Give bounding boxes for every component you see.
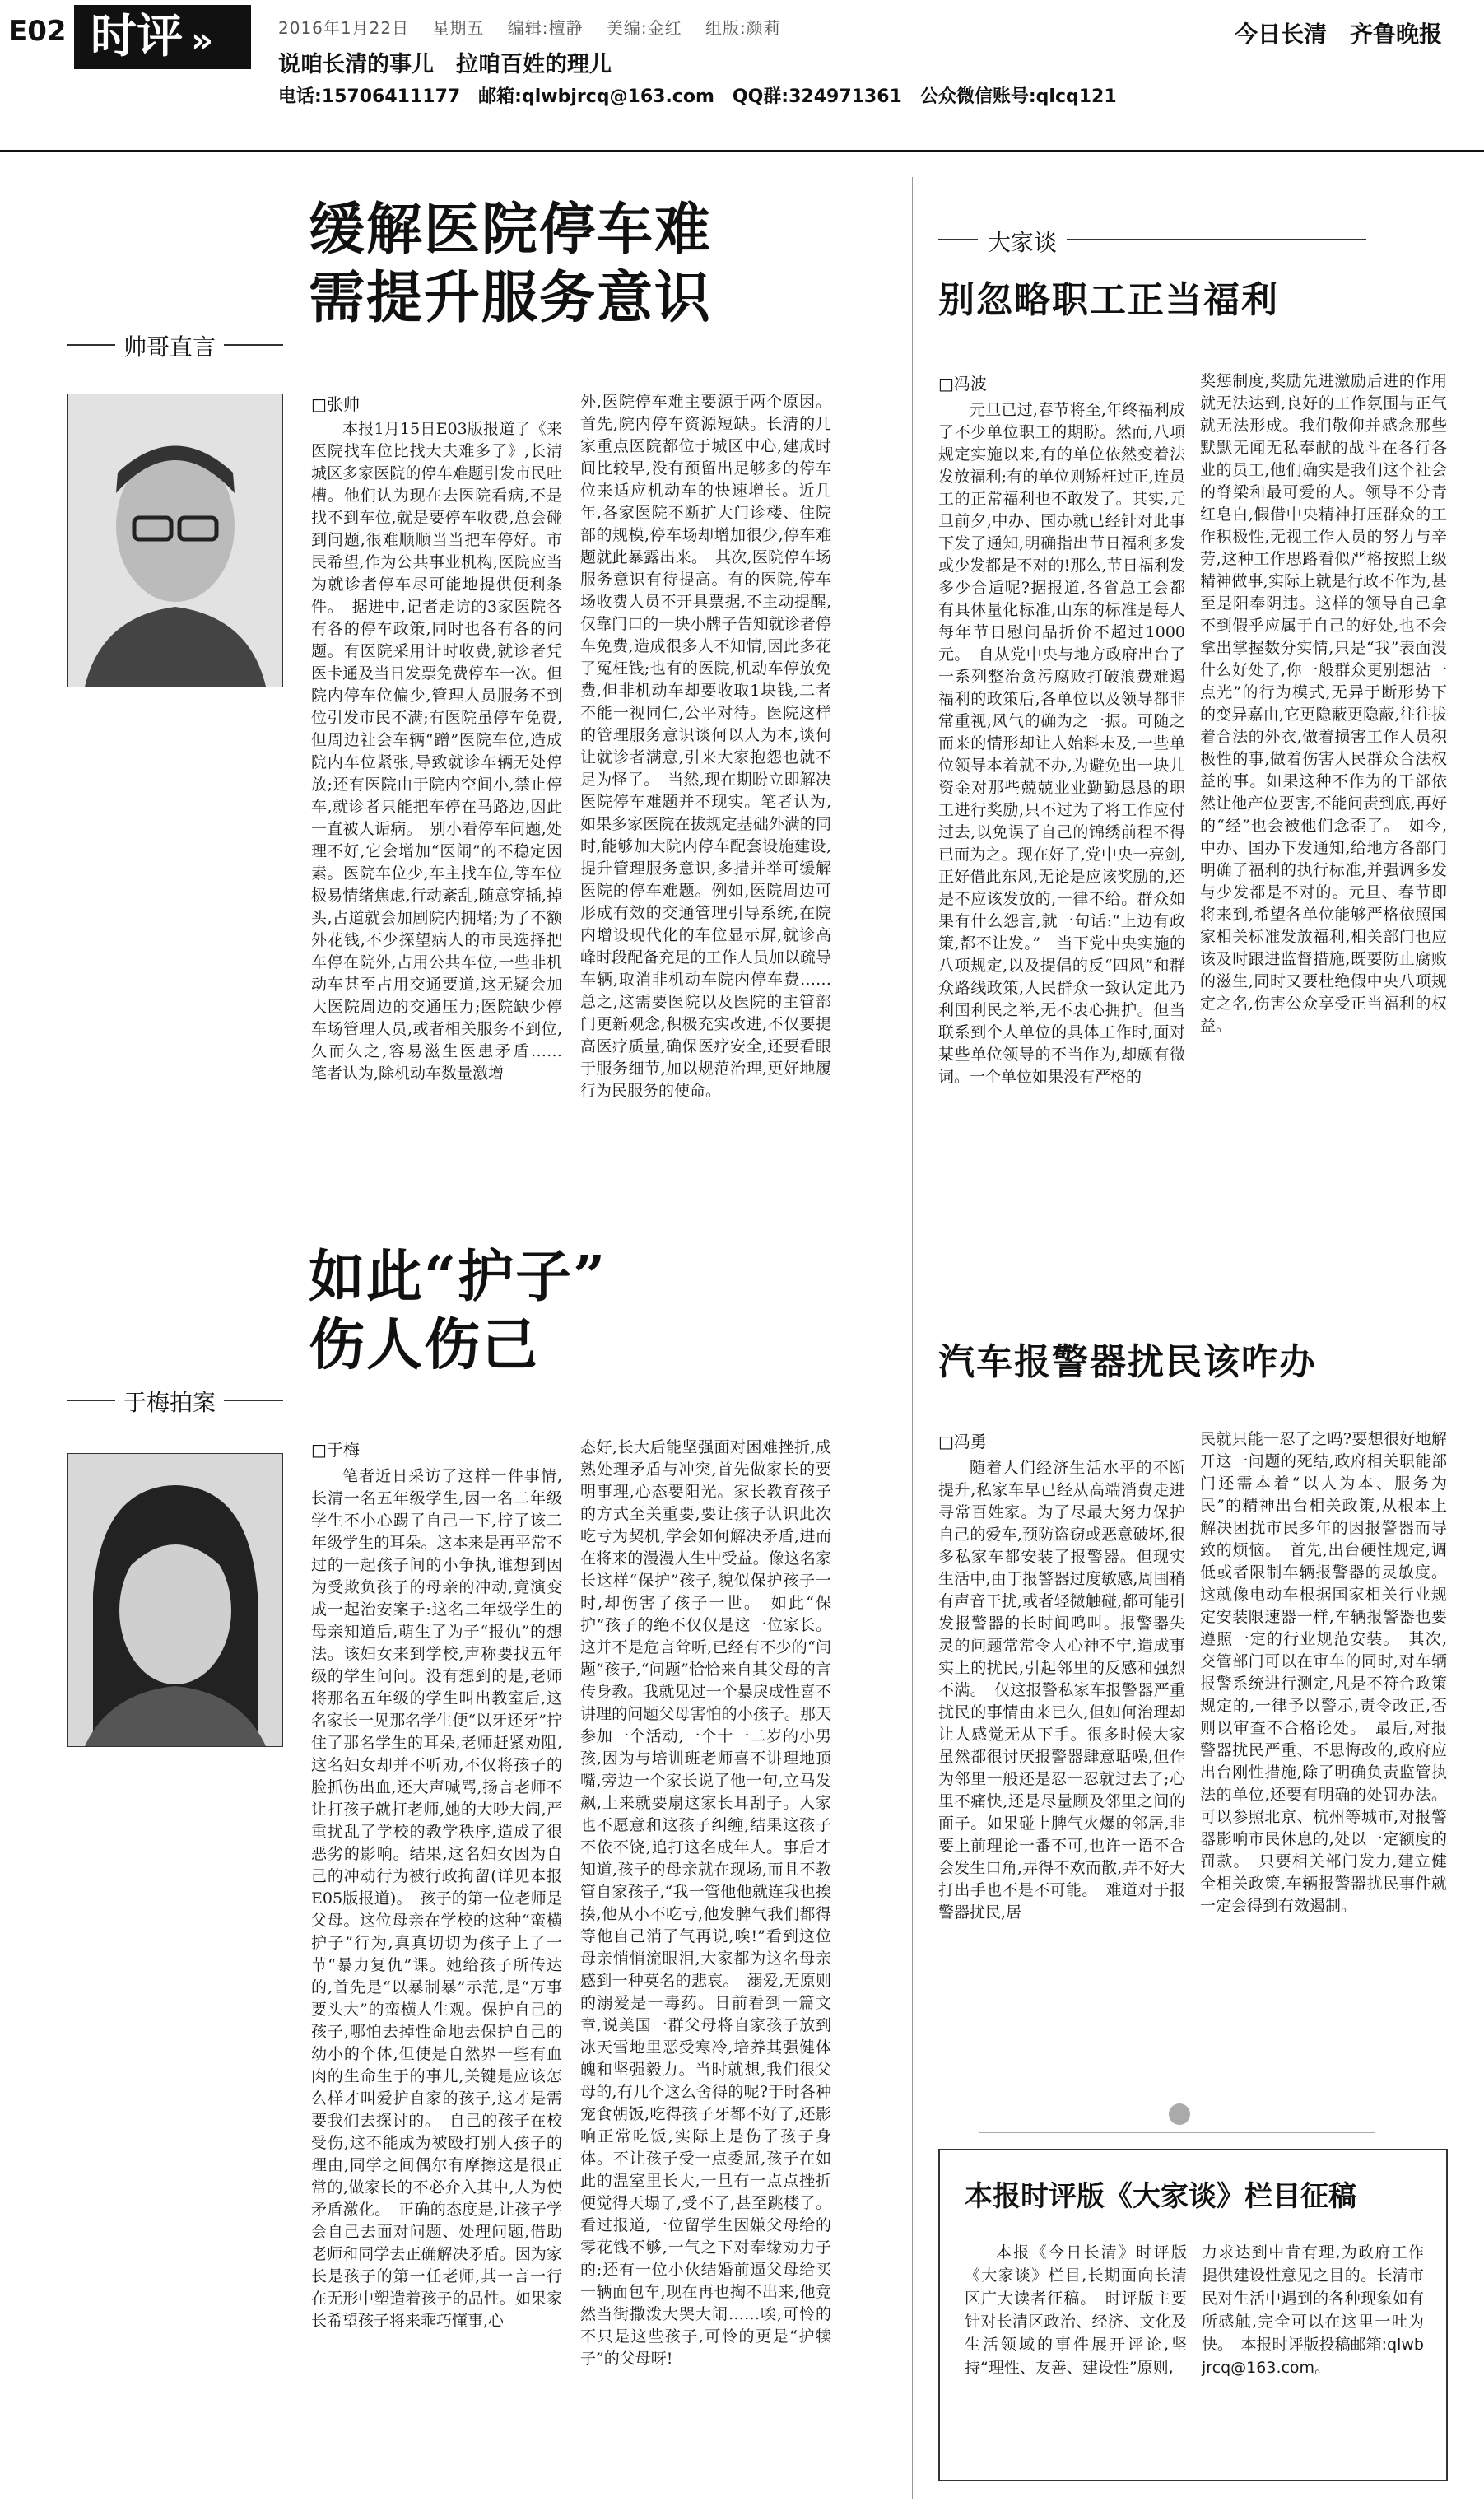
section-slogan: 说咱长清的事儿 拉咱百姓的理儿: [278, 52, 612, 77]
article4-byline: □冯勇: [938, 1432, 987, 1451]
article3-column-1: [311, 1465, 562, 2490]
section-label: [74, 5, 251, 69]
article2-text-2: 奖惩制度,奖励先进激励后进的作用就无法达到,良好的工作氛围与正气就无法形成。我们敬仰并感念那些默默无闻无私奉献的战斗在各行各业的员工,他们确实是我们这个社会的脊梁和最可爱的人。领导不分青红皂白,假借中央精神打压群众的工作积极性,无视工作人员的努力与辛劳,这种工作思路看似严格按照上级精神做事,实际上就是行政不作为,甚至是阳奉阴违。这样的领导自己拿不到假乎应属于自己的好处,也不会拿出掌握数分实情,只是“我”表面没什么好处了,你一般群众更别想沾一点光”的行为模式,无异于断形势下的变异嘉由,它更隐蔽更隐蔽,往往拔着合法的外衣,做着损害工作人员积极性的事,做着伤害人民群众合法权益的事。如果这种不作为的干部依然让他产位要害,不能问责到底,再好的“经”也会被他们念歪了。 如今,中办、国办下发通知,给地方各部门明确了福利的执行标准,并强调多发与少发都是不对的。元旦、春节即将来到,希望各单位能够严格依照国家相关标准发放福利,相关部门也应该及时跟进监督措施,既要防止腐败的滋生,同时又要杜绝假中央八项规定之名,伤害公众享受正当福利的权益。: [1200, 372, 1447, 1035]
article2-column-2: [1200, 370, 1447, 1272]
notice-text-1: 本报《今日长清》时评版《大家谈》栏目,长期面向长清区广大读者征稿。 时评版主要针对长清区政治、经济、文化及生活领域的事件展开评论,坚持“理性、友善、建设性”原则,: [965, 2243, 1187, 2377]
article3-text-1: 笔者近日采访了这样一件事情,长清一名五年级学生,因一名二年级学生不小心踢了自己一下,拧了该二年级学生的耳朵。这本来是再平常不过的一起孩子间的小争执,谁想到因为受欺负孩子的母亲的冲动,竟演变成一起治安案子:这名二年级学生的母亲知道后,萌生了为子“报仇”的想法。该妇女来到学校,声称要找五年级的学生问问。没有想到的是,老师将那名五年级的学生叫出教室后,这名家长一见那名学生便“以牙还牙”拧住了那名学生的耳朵,老师赶紧劝阻,这名妇女却并不听劝,不仅将孩子的脸抓伤出血,还大声喊骂,扬言老师不让打孩子就打老师,她的大吵大闹,严重扰乱了学校的教学秩序,造成了很恶劣的影响。结果,这名妇女因为自己的冲动行为被行政拘留(详见本报E05版报道)。 孩子的第一位老师是父母。这位母亲在学校的这种“蛮横护子”行为,真真切切为孩子上了一节“暴力复仇”课。她给孩子所传达的,首先是“以暴制暴”示范,是“万事要头大”的蛮横人生观。保护自己的孩子,哪怕去掉性命地去保护自己的幼小的个体,但使是自然界一些有血肉的生命生于的事儿,关键是应该怎么样才叫爱护自家的孩子,这才是需要我们去探讨的。 自己的孩子在校受伤,这不能成为被殴打别人孩子的理由,同学之间偶尔有摩擦这是很正常的,做家长的不必介入其中,人为使矛盾激化。 正确的态度是,让孩子学会自己去面对问题、处理问题,借助老师和同学去正确解决矛盾。因为家长是孩子的第一任老师,其一言一行在无形中塑造着孩子的品性。如果家长希望孩子将来乖巧懂事,心: [311, 1467, 562, 2330]
article4-column-2: [1200, 1428, 1447, 2091]
article1-text-1: 本报1月15日E03版报道了《来医院找车位比找大夫难多了》,长清城区多家医院的停车难题引发市民吐槽。他们认为现在去医院看病,不是找不到车位,就是要停车收费,总会碰到问题,很难顺顺当当把车停好。市民希望,作为公共事业机构,医院应当为就诊者停车尽可能地提供便利条件。 据进中,记者走访的3家医院各有各的停车政策,同时也各有各的问题。有医院采用计时收费,就诊者凭医卡通及当日发票免费停车一次。但院内停车位偏少,管理人员服务不到位引发市民不满;有医院虽停车免费,但周边社会车辆“蹭”医院车位,造成院内车位紧张,导致就诊车辆无处停放;还有医院由于院内空间小,禁止停车,就诊者只能把车停在马路边,因此一直被人诟病。 别小看停车问题,处理不好,它会增加“医闹”的不稳定因素。医院车位少,车主找车位,等车位极易情绪焦虑,行动紊乱,随意穿插,掉头,占道就会加剧院内拥堵;为了不额外花钱,不少探望病人的市民选择把车停在院外,占用公共车位,一些非机动车甚至占用交通要道,这无疑会加大医院周边的交通压力;医院缺少停车场管理人员,或者相关服务不到位,久而久之,容易滋生医患矛盾…… 笔者认为,除机动车数量激增: [311, 420, 579, 1083]
article1-author-photo: [67, 394, 283, 687]
designer: 美编:金红: [606, 18, 682, 38]
notice-pin-icon: [1169, 2103, 1190, 2125]
issue-meta: [278, 15, 781, 39]
contact-info: 电话:15706411177 邮箱:qlwbjrcq@163.com QQ群:324971361 公众微信账号:qlcq121: [278, 86, 1117, 107]
article3-author-photo: [67, 1453, 283, 1747]
article1-title: [309, 196, 712, 333]
notice-text-2: 力求达到中肯有理,为政府工作提供建设性意见之目的。长清市民对生活中遇到的各种现象如有所感触,完全可以在这里一吐为快。 本报时评版投稿邮箱:qlwbjrcq@163.com。: [1202, 2243, 1424, 2377]
article2-kicker: 大家谈: [978, 225, 1067, 258]
article2-text-1: 元旦已过,春节将至,年终福利成了不少单位职工的期盼。然而,八项规定实施以来,有的单位依然变着法发放福利;有的单位则矫枉过正,连员工的正常福利也不敢发了。其实,元旦前夕,中办、国办就已经针对此事下发了通知,明确指出节日福利多发或少发都是不对的!那么,节日福利发多少合适呢?据报道,各省总工会都有具体量化标准,山东的标准是每人每年节日慰问品折价不超过1000元。 自从党中央与地方政府出台了一系列整治贪污腐败打破浪费难遏福利的政策后,各单位以及领导都非常重视,风气的确为之一振。可随之而来的情形却让人始料未及,一些单位领导本着就不办,为避免出一块儿资金对那些兢兢业业勤勤恳恳的职工进行奖励,只不过为了将工作应付过去,以免误了自己的锦绣前程不得已而为之。现在好了,党中央一亮剑,正好借此东风,无论是应该奖励的,还是不应该发放的,一律不给。群众如果有什么怨言,就一句话:“上边有政策,都不让发。” 当下党中央实施的八项规定,以及提倡的反“四风”和群众路线政策,人民群众一致认定此乃利国利民之举,无不衷心拥护。但当联系到个人单位的具体工作时,面对某些单位领导的不当作为,却颇有微词。一个单位如果没有严格的: [938, 401, 1185, 1086]
article4-column-1: [938, 1457, 1185, 2091]
article3-title-line2: 伤人伤己: [309, 1311, 540, 1378]
article4-text-1: 随着人们经济生活水平的不断提升,私家车早已经从高端消费走进寻常百姓家。为了尽最大努力保护自己的爱车,预防盗窃或恶意破坏,很多私家车都安装了报警器。但现实生活中,由于报警器过度敏感,周围稍有声音干扰,或者轻微触碰,都可能引发报警器的长时间鸣叫。报警器失灵的问题常常令人心神不宁,造成事实上的扰民,引起邻里的反感和强烈不满。 仅这报警私家车报警器严重扰民的事情由来已久,但如何治理却让人感觉无从下手。很多时候大家虽然都很讨厌报警器肆意聒噪,但作为邻里一般还是忍一忍就过去了;心里不痛快,还是尽量顾及邻里之间的面子。如果碰上脾气火爆的邻居,非要上前理论一番不可,也许一语不合会发生口角,弄得不欢而散,弄不好大打出手也不是不可能。 难道对于报警器扰民,居: [938, 1459, 1185, 1922]
article1-byline: □张帅: [311, 394, 360, 414]
issue-date: 2016年1月22日: [278, 18, 410, 38]
article3-column-2: [580, 1437, 831, 2490]
page-number: E02: [8, 15, 67, 48]
article1-title-line2: 需提升服务意识: [309, 264, 713, 331]
chevron-right-icon: »: [191, 20, 214, 60]
header-rule: [0, 150, 1484, 152]
article1-column-2: [580, 391, 831, 1180]
newspaper-brand: 今日长清 齐鲁晚报: [1235, 21, 1443, 48]
article2-byline: □冯波: [938, 374, 987, 394]
notice-column-1: [965, 2241, 1187, 2463]
article4-title: 汽车报警器扰民该咋办: [938, 1341, 1317, 1383]
notice-column-2: [1202, 2241, 1424, 2463]
article1-text-2: 外,医院停车难主要源于两个原因。首先,院内停车资源短缺。长清的几家重点医院都位于城区中心,建成时间比较早,没有预留出足够多的停车位来适应机动车的快速增长。近几年,各家医院不断扩大门诊楼、住院部的规模,停车场却增加很少,停车难题就此暴露出来。 其次,医院停车场服务意识有待提高。有的医院,停车场收费人员不开具票据,不主动提醒,仅靠门口的一块小牌子告知就诊者停车免费,造成很多人不知情,因此多花了冤枉钱;也有的医院,机动车停放免费,但非机动车却要收取1块钱,二者不能一视同仁,公平对待。医院这样的管理服务意识谈何以人为本,谈何让就诊者满意,引来大家抱怨也就不足为怪了。 当然,现在期盼立即解决医院停车难题并不现实。笔者认为,如果多家医院在拔规定基础外满的同时,能够加大院内停车配套设施建设,提升管理服务意识,多措并举可缓解医院的停车难题。例如,医院周边可形成有效的交通管理引导系统,在院内增设现代化的车位显示屏,就诊高峰时段配备充足的工作人员加以疏导车辆,取消非机动车院内停车费……总之,这需要医院以及医院的主管部门更新观念,积极充实改进,不仅要提高医疗质量,确保医疗安全,还要看眼于服务细节,加以规范治理,更好地履行为民服务的使命。: [580, 393, 831, 1100]
article2-title: 别忽略职工正当福利: [938, 279, 1279, 321]
article2-column-1: [938, 399, 1185, 1272]
issue-weekday: 星期五: [432, 18, 485, 38]
notice-box: [938, 2149, 1448, 2481]
article3-byline: □于梅: [311, 1440, 360, 1460]
article3-title: [309, 1243, 607, 1380]
article1-title-line1: 缓解医院停车难: [309, 197, 713, 263]
article1-column-tag: 帅哥直言: [115, 329, 224, 362]
article3-title-line1: 如此“护子”: [309, 1244, 607, 1310]
proofer: 组版:颜莉: [705, 18, 781, 38]
notice-title: 本报时评版《大家谈》栏目征稿: [965, 2180, 1356, 2213]
article3-text-2: 态好,长大后能坚强面对困难挫折,成熟处理矛盾与冲突,首先做家长的要明事理,心态要阳光。家长教育孩子的方式至关重要,要让孩子认识此次吃亏为契机,学会如何解决矛盾,进而在将来的漫漫人生中受益。像这名家长这样“保护”孩子,貌似保护孩子一时,却伤害了孩子一世。 如此“保护”孩子的绝不仅仅是这一位家长。这并不是危言耸听,已经有不少的“问题”孩子,“问题”恰恰来自其父母的言传身教。我就见过一个暴戾成性喜不讲理的问题父母害怕的小孩子。那天参加一个活动,一个十一二岁的小男孩,因为与培训班老师喜不讲理地顶嘴,旁边一个家长说了他一句,立马发飙,上来就要扇这家长耳刮子。人家也不愿意和这孩子纠缠,结果这孩子不依不饶,追打这名成年人。事后才知道,孩子的母亲就在现场,而且不教管自家孩子,“我一管他他就连我也挨揍,他从小不吃亏,他发脾气我们都得等他自己消了气再说,唉!”看到这位母亲悄悄流眼泪,大家都为这名母亲感到一种莫名的悲哀。 溺爱,无原则的溺爱是一毒药。日前看到一篇文章,说美国一群父母将自家孩子放到冰天雪地里恶受寒冷,培养其强健体魄和坚强毅力。当时就想,我们很父母的,有几个这么舍得的呢?于时各种宠食朝饭,吃得孩子牙都不好了,还影响正常吃饭,实际上是伤了孩子身体。不让孩子受一点委屈,孩子在如此的温室里长大,一旦有一点点挫折便觉得天塌了,受不了,甚至跳楼了。看过报道,一位留学生因嫌父母给的零花钱不够,一气之下对奉缘劝力子的;还有一位小伙结婚前逼父母给买一辆面包车,现在再也掏不出来,他竟然当街撒泼大哭大闹……唉,可怜的不只是这些孩子,可怜的更是“护犊子”的父母呀!: [580, 1438, 831, 2368]
notice-pin-line: [979, 2132, 1375, 2133]
article1-column-1: [311, 418, 579, 1180]
article3-column-tag: 于梅拍案: [115, 1385, 224, 1418]
article4-text-2: 民就只能一忍了之吗?要想很好地解开这一问题的死结,政府相关职能部门还需本着“以人为本、服务为民”的精神出台相关政策,从根本上解决困扰市民多年的因报警器而导致的烦恼。 首先,出台硬性规定,调低或者限制车辆报警器的灵敏度。这就像电动车根据国家相关行业规定安装限速器一样,车辆报警器也要遵照一定的行业规范安装。 其次,交管部门可以在审车的同时,对车辆报警系统进行测定,凡是不符合政策规定的,一律予以警示,责令改正,否则以审查不合格论处。 最后,对报警器扰民严重、不思悔改的,政府应出台刚性措施,除了明确负责监管执法的单位,还要有明确的处罚办法。可以参照北京、杭州等城市,对报警器影响市民休息的,处以一定额度的罚款。 只要相关部门发力,建立健全相关政策,车辆报警器扰民事件就一定会得到有效遏制。: [1200, 1430, 1447, 1915]
section-title: 时评: [91, 10, 183, 63]
editor: 编辑:檀静: [507, 18, 584, 38]
column-divider: [912, 177, 913, 2499]
